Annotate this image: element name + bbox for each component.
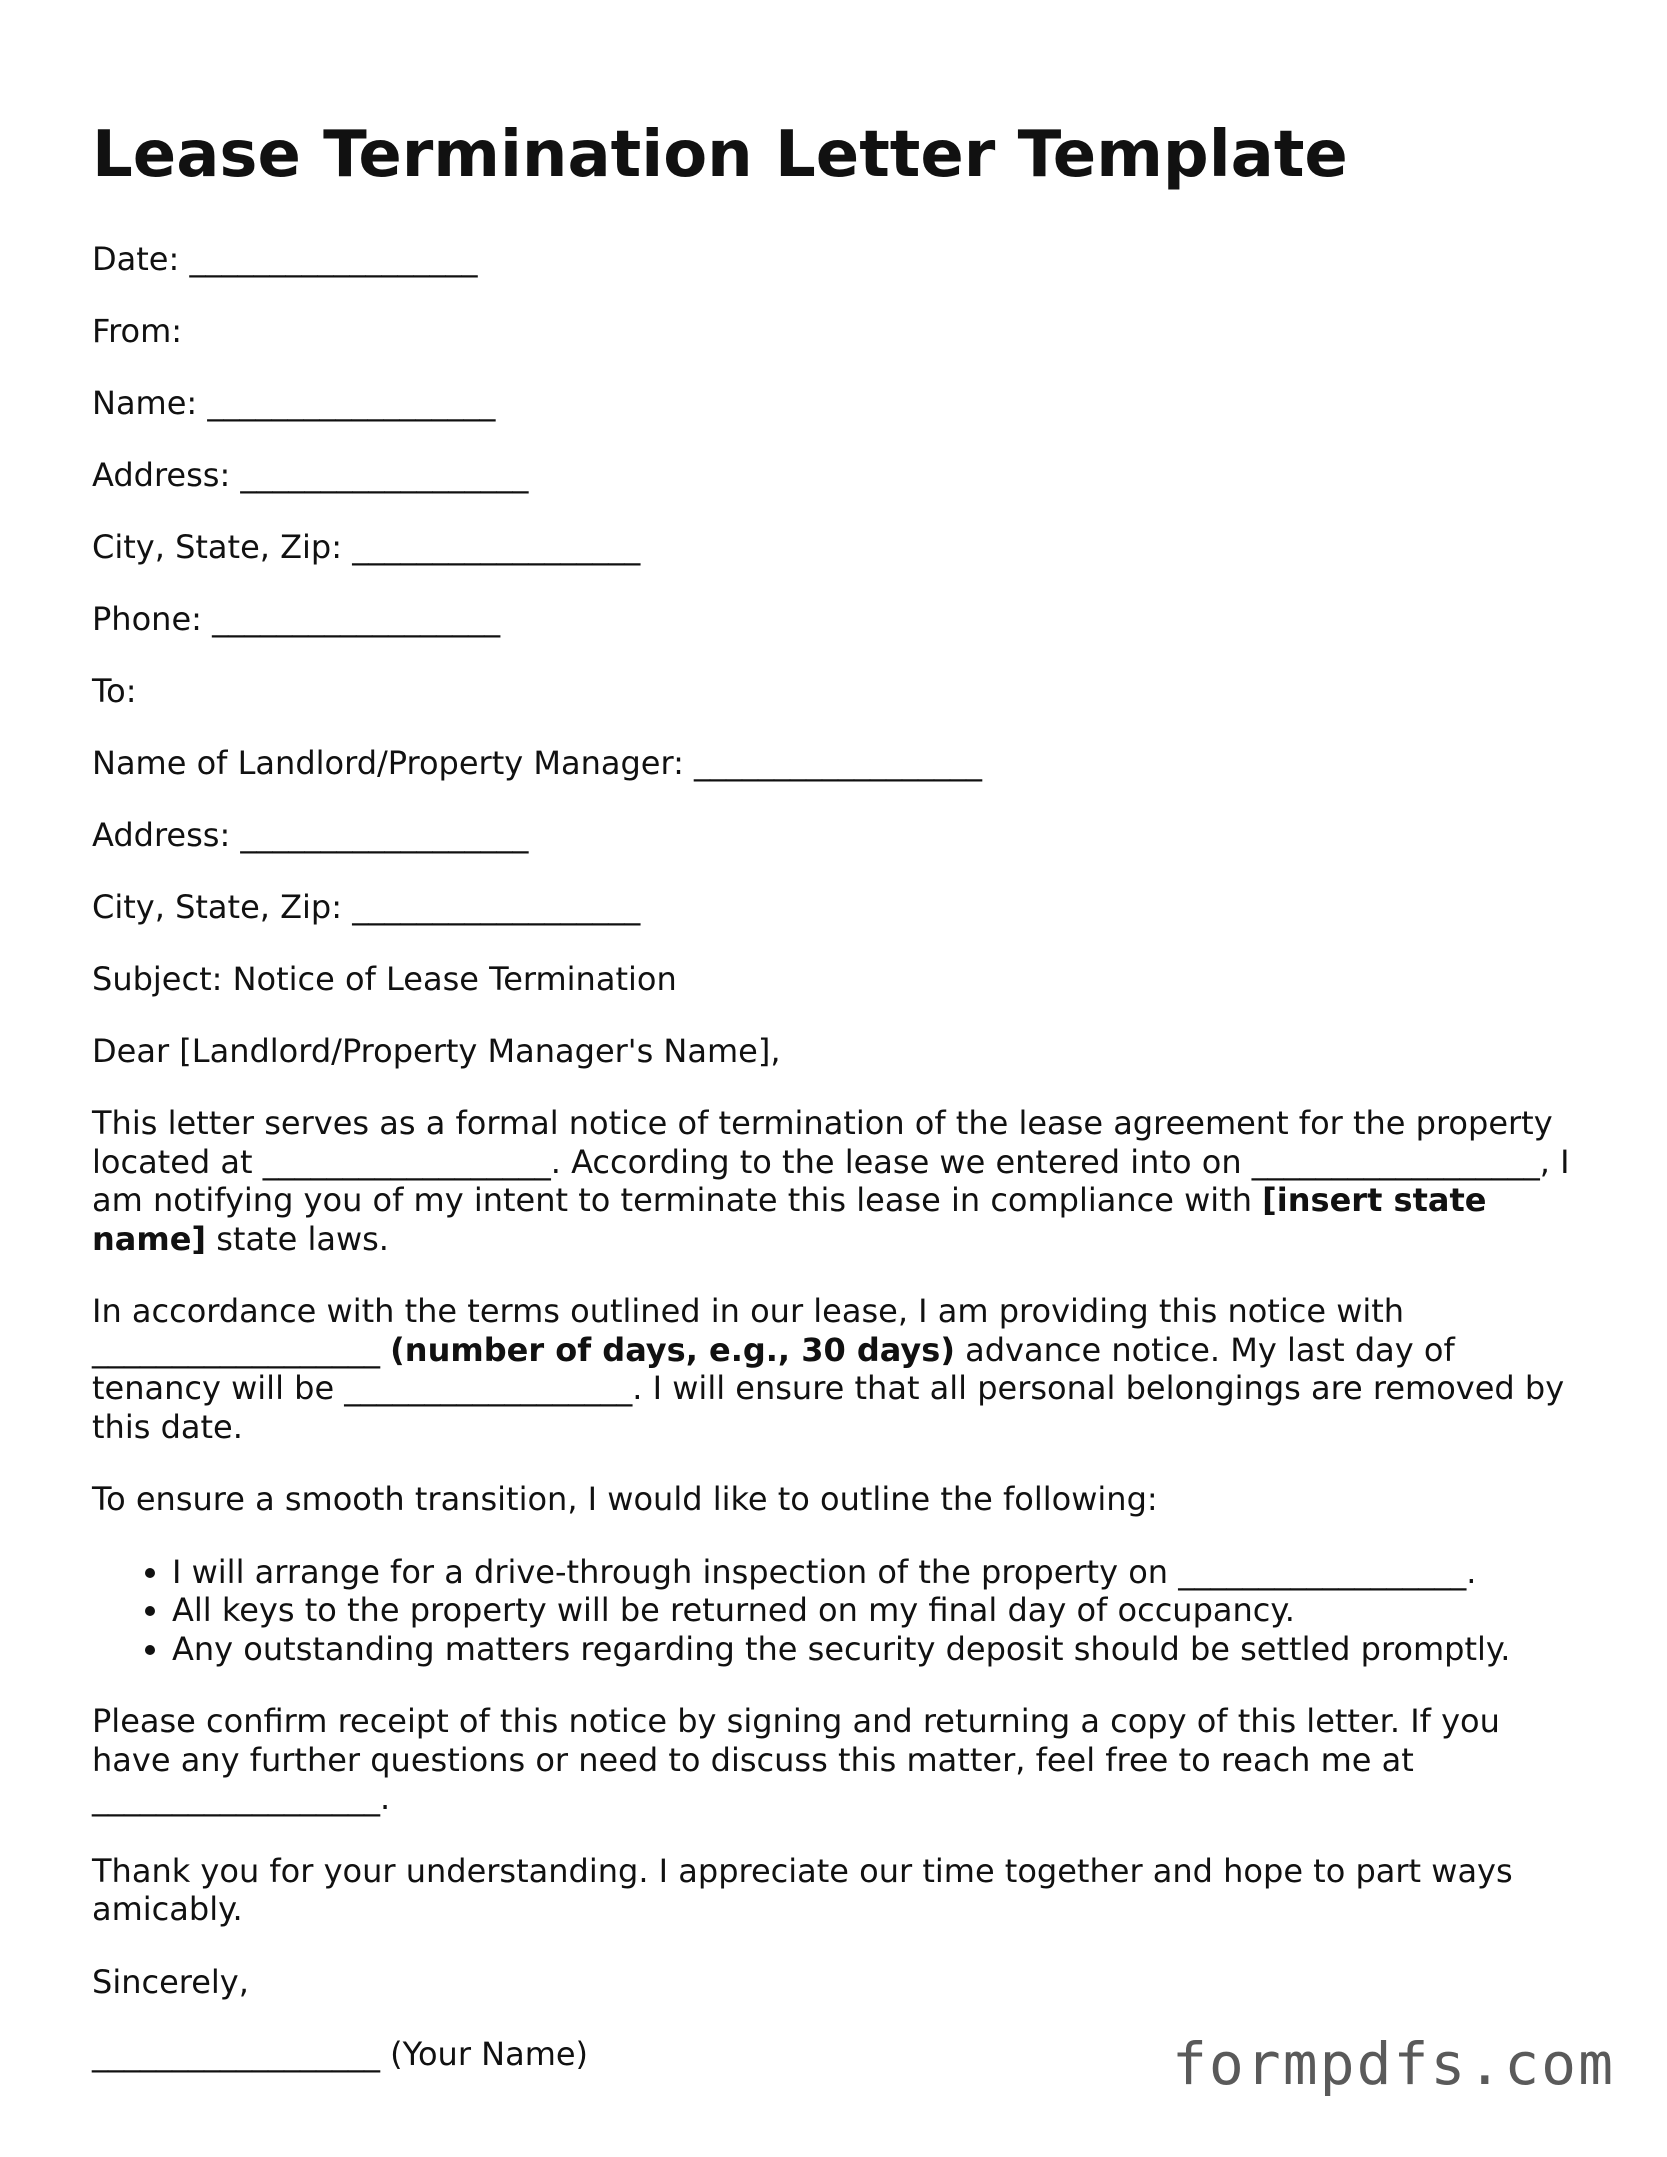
sender-address-line: [92, 456, 1582, 494]
subject-line: Subject: Notice of Lease Termination: [92, 960, 677, 998]
date-label: Date:: [92, 240, 180, 278]
para1-text-1: This letter serves as a formal notice of termination of the lease agreement for the property located at: [92, 1104, 1553, 1181]
paragraph-thanks: Thank you for your understanding. I appreciate our time together and hope to part ways amicably.: [92, 1851, 1513, 1928]
sender-city-label: City, State, Zip:: [92, 528, 343, 566]
paragraph-termination-notice: [92, 1104, 1582, 1258]
contact-blank: __________________: [92, 1779, 380, 1817]
list-item-deposit: • Any outstanding matters regarding the security deposit should be settled promptly.: [172, 1630, 1582, 1669]
recipient-name-blank: __________________: [694, 744, 983, 782]
paragraph-confirm-receipt: [92, 1702, 1582, 1818]
sender-city-blank: __________________: [352, 528, 641, 566]
signature-label: (Your Name): [390, 2034, 589, 2073]
document-title: Lease Termination Letter Template: [92, 118, 1348, 192]
closing: Sincerely,: [92, 1962, 249, 2001]
sender-city-line: [92, 528, 1582, 566]
list-item-keys: • All keys to the property will be returned on my final day of occupancy.: [172, 1591, 1582, 1630]
recipient-address-label: Address:: [92, 816, 231, 854]
para1-text-4: state laws.: [206, 1219, 389, 1258]
sender-address-blank: __________________: [240, 456, 529, 494]
last-day-blank: __________________: [344, 1369, 633, 1407]
recipient-name-line: [92, 744, 1582, 782]
paragraph-transition: To ensure a smooth transition, I would like to outline the following:: [92, 1480, 1158, 1518]
recipient-name-label: Name of Landlord/Property Manager:: [92, 744, 684, 782]
recipient-address-blank: __________________: [240, 816, 529, 854]
state-name-placeholder: [insert state name]: [92, 1181, 1487, 1258]
date-blank: __________________: [189, 240, 478, 278]
para1-text-2: . According to the lease we entered into on: [550, 1142, 1252, 1181]
sender-name-line: [92, 384, 1582, 422]
inspection-date-blank: __________________: [1178, 1552, 1467, 1591]
property-address-blank: __________________: [262, 1142, 551, 1181]
lease-date-blank: __________________: [1251, 1142, 1540, 1181]
sender-name-label: Name:: [92, 384, 198, 422]
para2-text-1: In accordance with the terms outlined in our lease, I am providing this notice with: [92, 1292, 1405, 1330]
paragraph-notice-period: [92, 1292, 1582, 1446]
inspection-text: I will arrange for a drive-through inspection of the property on: [172, 1552, 1179, 1591]
signature-blank: __________________: [92, 2034, 380, 2073]
from-label: From:: [92, 312, 183, 350]
list-item-inspection: [172, 1553, 1582, 1592]
salutation: Dear [Landlord/Property Manager's Name],: [92, 1032, 781, 1070]
site-watermark: formpdfs.com: [1171, 2030, 1615, 2098]
notice-days-blank: __________________: [92, 1330, 380, 1369]
sender-phone-blank: __________________: [212, 600, 501, 638]
sender-phone-label: Phone:: [92, 600, 202, 638]
date-line: [92, 240, 1582, 278]
recipient-city-line: [92, 888, 1582, 926]
para4-text-1: Please confirm receipt of this notice by signing and returning a copy of this letter. If you have any further questions or need to discuss this matter, feel free to reach me at: [92, 1702, 1500, 1779]
to-label: To:: [92, 672, 137, 710]
sender-address-label: Address:: [92, 456, 231, 494]
para4-text-2: .: [380, 1779, 391, 1817]
letter-page: [92, 112, 1582, 2107]
recipient-address-line: [92, 816, 1582, 854]
recipient-city-label: City, State, Zip:: [92, 888, 343, 926]
notice-days-hint: (number of days, e.g., 30 days): [390, 1330, 955, 1369]
transition-list: [92, 1553, 1582, 1669]
inspection-end: .: [1466, 1552, 1477, 1591]
sender-phone-line: [92, 600, 1582, 638]
para1-text-3: , I am notifying you of my intent to terminate this lease in compliance with: [92, 1142, 1570, 1219]
recipient-city-blank: __________________: [352, 888, 641, 926]
para2-text-3: . I will ensure that all personal belongings are removed by this date.: [92, 1369, 1565, 1446]
sender-name-blank: __________________: [207, 384, 496, 422]
para2-text-2: advance notice. My last day of tenancy will be: [92, 1330, 1455, 1407]
